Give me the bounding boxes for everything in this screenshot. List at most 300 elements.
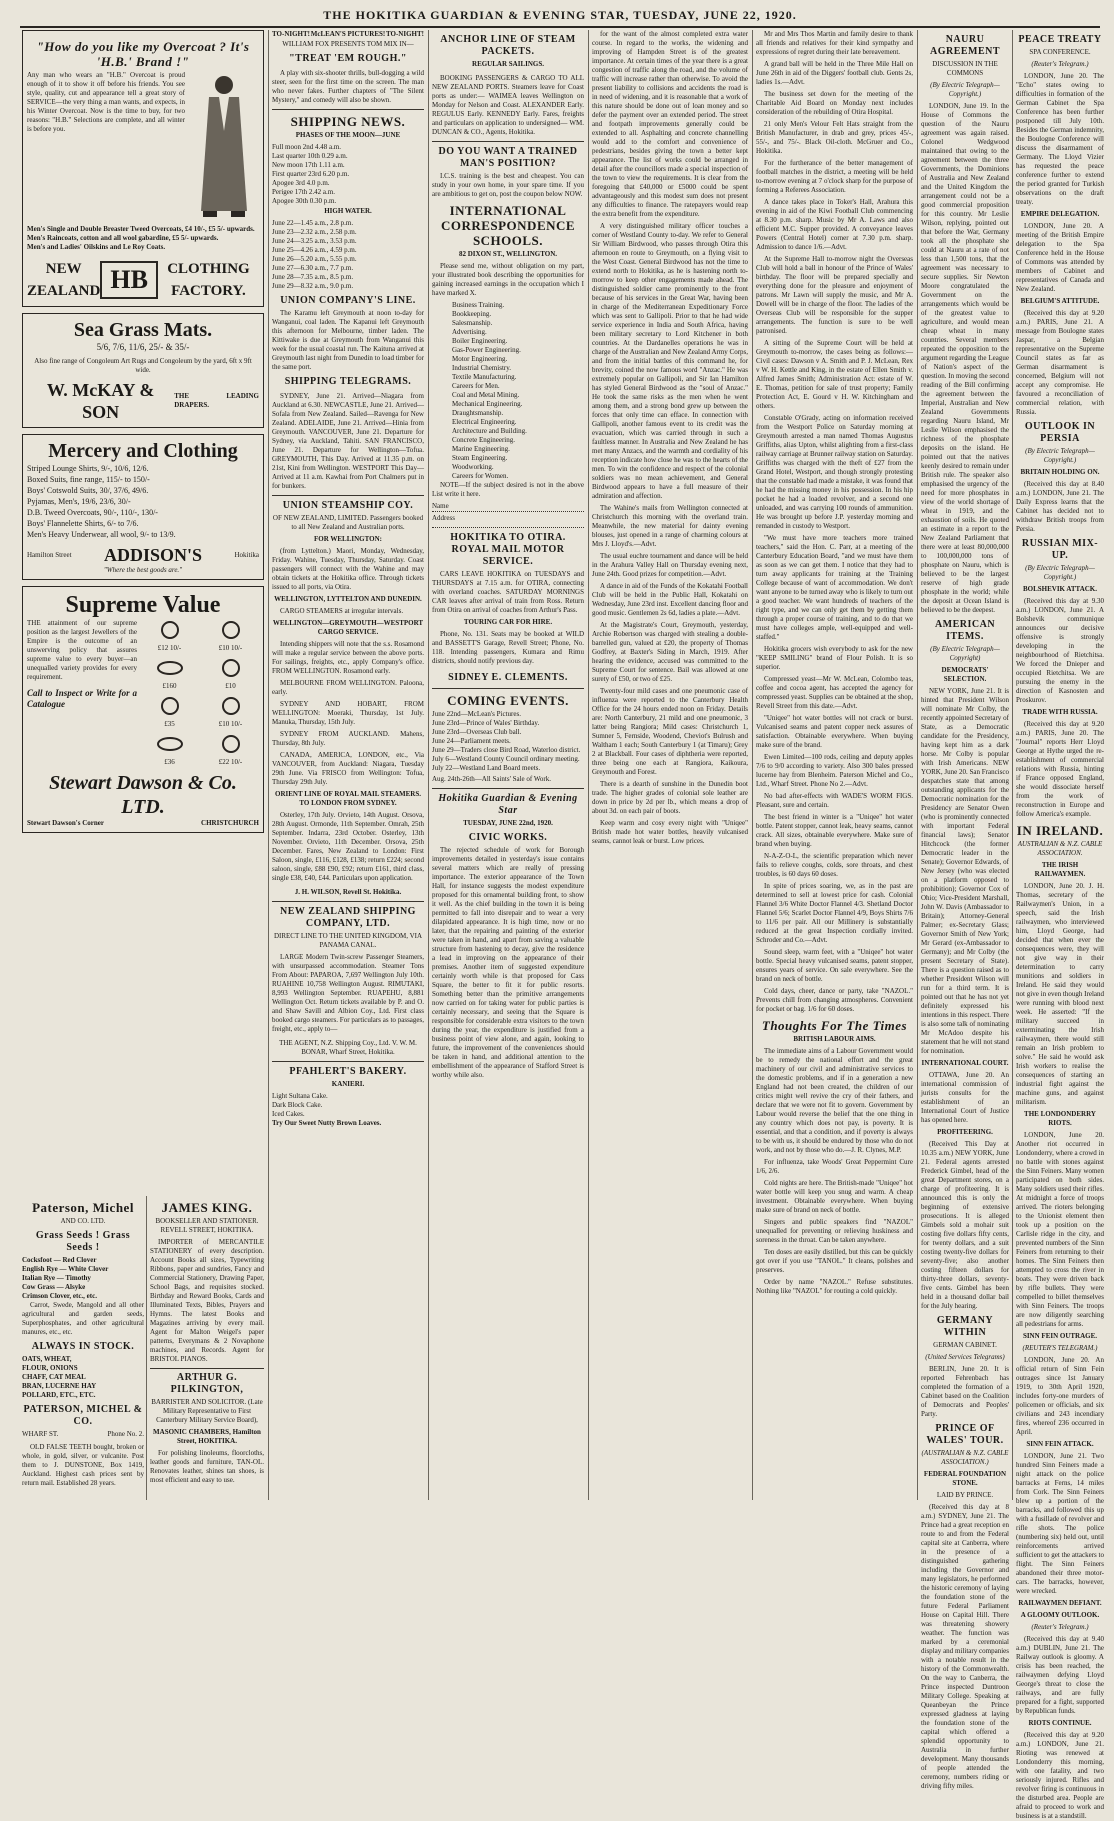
- thoughts-text: The immediate aims of a Labour Government would be to remedy the national effort and the great machinery of our civil and administrative services to the domestic problems, and if in a generation a new England had not been created, the children of our critics might well revive the cry of their fathers, and declare that we were not fit to govern. Government by Labour would reverse the belief that the one thing in any country which does not pay, is poverty. It is essential, and that a condition, and if poverty is always to be with us, it should be endured by those who do not work, and not by those who do.—J. R. Clynes, M.P.: [756, 1047, 913, 1154]
- polishing-ad: For polishing linoleums, floorcloths, leather goods and furniture, TAN-OL. Renovates leather, shines tan shoes, is most efficient and easy to use.: [150, 1449, 264, 1484]
- overcoat-line: Men's Single and Double Breaster Tweed Overcoats, £4 10/-, £5 5/- upwards.: [27, 225, 255, 233]
- trade-title: TRADE WITH RUSSIA.: [1022, 708, 1098, 716]
- list-item[interactable]: Electrical Engineering.: [452, 418, 517, 426]
- news-paragraph: In spite of prices soaring, we, as in the past are determined to sell at lowest price for cash. Colonial Flannel 3/6 White Doctor Flannel 4/3. Shetland Doctor Flannel 5/6; Scarlet Doctor Flannel 4/9, Boys Shirts 7/6 to 11/6 per pair. All our Millinery is substantially reduced at the great Inspection cordially invited. Schroder and Co.—Advt.: [756, 882, 913, 944]
- otira-text: CARS LEAVE HOKITIKA on TUESDAYS and THURSDAYS at 7.15 a.m. for OTIRA, connecting with overland coaches. SATURDAY MORNINGS CAR leaves after arrival of train from Ross. Return from Otira on arrival of coaches from Arthur's Pass.: [432, 570, 584, 614]
- orient-title: ORIENT LINE OF ROYAL MAIL STEAMERS. TO LONDON FROM SYDNEY.: [275, 790, 421, 807]
- addison-right: Hokitika: [234, 550, 259, 559]
- stewart-right: CHRISTCHURCH: [201, 819, 259, 827]
- paterson-ad: [22, 1196, 144, 1500]
- prince-tour-laid: LAID BY PRINCE.: [936, 1491, 994, 1499]
- news-paragraph: No bad after-effects with WADE'S WORM FIGS. Pleasant, sure and certain.: [756, 792, 913, 809]
- list-item: Light Sultana Cake.: [272, 1092, 328, 1100]
- wgw-title: WELLINGTON—GREYMOUTH—WESTPORT CARGO SERVICE.: [272, 619, 424, 636]
- shipping-column: [272, 30, 424, 1500]
- news-paragraph: For the furtherance of the better management of football matches in the district, a meeting will be held to-morrow evening at 7 o'clock sharp for the purpose of forming a Referees Association.: [756, 159, 913, 194]
- influenza-paragraph: Twenty-four mild cases and one pneumonic case of influenza were reported to the Canterbury Health Office for the 24 hours ended noon on Friday. Details are: North Canterbury, 21 mild and one pneumonic, 3 latter being Rangiora; Mild cases: Christchurch 1, Sumner 5, Fernside, Woodend, Cheviot's Bulrush and Waltham 1 each; South Canterbury 1 (at Timaru); Grey 2 at Blackball. Four cases of diphtheria were reported, three being one each at Rangiora, Kaikoura, Greymouth and Forest.: [592, 687, 748, 776]
- bolshevik-text: (Received this day at 9.30 a.m.) LONDON, June 21. A Bolshevik communique announces our decisive offensive is strongly developing in the neighbourhood of Rietchitsa. We forced the Dnieper and occupied Rietchitsa. We are pursuing the enemy in the direction of Kasnosten and Proskurov.: [1016, 597, 1104, 704]
- list-item: Perigee 17th 2.42 a.m.: [272, 188, 335, 196]
- list-item[interactable]: Draughtsmanship.: [452, 409, 504, 417]
- touring-text: Phone, No. 131. Seats may be booked at WILD and BASSETT'S Garage, Revell Street; Phone, No. 118. Intending passengers, Kumara and Rimu districts, should notify previous day.: [432, 630, 584, 665]
- hb-logo: HB: [100, 261, 158, 299]
- list-item: June 29—Traders close Bird Road, Waterloo district.: [432, 746, 581, 754]
- local-news-column: [756, 30, 913, 1500]
- overcoat-figure-illustration: [189, 71, 259, 221]
- shipping-news-title: SHIPPING NEWS.: [290, 114, 406, 129]
- list-item: Cow Grass — Alsyke: [22, 1283, 86, 1291]
- news-paragraph: Cold nights are here. The British-made "Uniqee" hot water bottle will keep you snug and warm. A cheap investment. Obtainable everywhere. When buying make sure of brand on neck of bottle.: [756, 1179, 913, 1214]
- foreign-news-column: [1016, 30, 1104, 1820]
- editorial-intro: for the want of the almost completed extra water course. In regard to the works, the widening and improving of Hampden Street is of the greatest importance. At certain times of the year there is a great congestion of traffic along the road, and the volume of traffic will increase rather than otherwise. To avoid the present liability to collisions and accidents the road is in need of widening, and it is reasonable that a work of this nature should be done out of loan money and so defer the payment over an extended period. The street and footpath improvements generally could be extended to all. Asphalting and concrete channelling would add to the comfort and convenience of pedestrians, besides giving the town a better kept appearance. The list of works could be arranged in detail after the councillors made a special inspection of the town to view the requirements. It is clear from the foregoing that £40,000 or £5000 could be spent advantageously and this modest sum does not present any difficulties to finance. The ratepayers would reap the extra benefit from the expenditure.: [592, 30, 748, 218]
- kaniere: KANIERI.: [331, 1080, 365, 1088]
- sydney-hobart-text: SYDNEY AND HOBART, FROM WELLINGTON: Moeraki, Thursday, 1st July. Manuka, Thursday, 15th July.: [272, 700, 424, 726]
- civic-title: CIVIC WORKS.: [468, 832, 548, 843]
- bakery-foot: Try Our Sweet Nutty Brown Loaves.: [272, 1119, 382, 1127]
- treat-title: "TREAT 'EM ROUGH.": [289, 53, 407, 64]
- treat-text: A play with six-shooter thrills, bull-dogging a wild steer, seen for the first time on the screen. The man who never fakes. Further chapters of "The Silent Mystery," and comedy will also be shown.: [272, 67, 424, 110]
- paterson-sub: AND CO. LTD.: [60, 1217, 106, 1225]
- ireland-src: AUSTRALIAN & N.Z. CABLE ASSOCIATION.: [1017, 840, 1103, 857]
- news-paragraph: The best friend in winter is a "Uniqee" hot water bottle. Patent stopper, cannot leak, heavy seams, cannot crack. All sizes, obtainable everywhere. Make sure of brand when buying.: [756, 813, 913, 848]
- list-item: Aug. 24th-26th—All Saints' Sale of Work.: [432, 773, 584, 789]
- james-king-sub: BOOKSELLER AND STATIONER. REVELL STREET, HOKITIKA.: [155, 1217, 259, 1234]
- supreme-call: Call to Inspect or Write for a Catalogue: [27, 688, 137, 709]
- trade-text: (Received this day at 9.20 a.m.) PARIS, June 20. The "Journal" reports Herr Lloyd George at Hythe urged the re-establishment of commercial relations with Russia, hinting if France opposed England, she would dissociate herself from the work of reconstruction in Europe and follow America's example.: [1016, 720, 1104, 818]
- wharf-street: WHARF ST.: [22, 1430, 59, 1438]
- canada-text: CANADA, AMERICA, LONDON, etc., Via VANCOUVER, from Auckland: Niagara, Tuesday 29th June. Via FRISCO from Wellington: Tofua, Thursday 29th July.: [272, 751, 424, 786]
- nauru-title: NAURU AGREEMENT: [929, 34, 1001, 57]
- democrats-title: DEMOCRATS' SELECTION.: [941, 666, 989, 683]
- military-paragraph: A very distinguished military officer touches a corner of Westland County to-day. We refer to General Sir William Birdwood, who passes through Otira this afternoon en route to Greymouth, on a flying visit to the West Coast. General Birdwood has not the time to extend north to Hokitika, as he is hastening north to-morrow to keep other engagements made ahead. The distinguished soldier came prominently to the front because of his services in the Great War, having been in charge of the Mediterranean Expeditionary Force which was sent to Gallipoli. Prior to that he had wide service experience in India and South Africa, having been military secretary to Lord Kitchener in both countries. At the Dardanelles operations he was in charge of the Australian and New Zealand Army Corps, and from the initial battles of this command he, for brevity, coined the now famous word "Anzac." He was extremely popular on Gallipoli, and Sir Ian Hamilton has styled General Birdwood as the "soul of Anzac." He took the same risks as the men when he went among them, and a strong bond grew up between the forces that only time can efface. In connection with Gallipoli, another famous event to its credit was the evacuation, which was carried through in such a faultless manner. In Australia and New Zealand he has met many Anzacs, and the warmth and cordiality of his reception indicate how close he was to the hearts of the men. To win the confidence and respect of the colonial soldiers was no mean achievement, and General Birdwood appears to have a full measure of their admiration and affection.: [592, 222, 748, 500]
- news-paragraph: Order by name "NAZOL." Refuse substitutes. Nothing like "NAZOL" for routing a cold quickly.: [756, 1278, 913, 1295]
- ring-icon: [155, 619, 185, 641]
- ring-icon: [216, 657, 246, 679]
- list-item: FLOUR, ONIONS: [22, 1364, 78, 1372]
- ics-note: NOTE—If the subject desired is not in the above List write it here.: [432, 481, 584, 498]
- ring-icon: [216, 695, 246, 717]
- addison-left: Hamilton Street: [27, 550, 72, 559]
- tonight-mid: McLEAN'S PICTURES!: [310, 30, 386, 38]
- news-paragraph: A grand ball will be held in the Three Mile Hall on June 26th in aid of the Diggers' football club. Gents 2s, ladies 1s.—Advt.: [756, 60, 913, 86]
- wahine-paragraph: The Wahine's mails from Wellington connected at Christchurch this morning with the overland train. Meanwhile, the new material for dainty evening blouses, just opened in a range of charming colours at Mrs J. Lloyd's.—Advt.: [592, 504, 748, 548]
- jewel-item: [202, 733, 259, 767]
- irish-rail-text: LONDON, June 20. J. H. Thomas, secretary of the Railwaymen's Union, in a speech, said the Irish railwaymen, who interviewed him, Lloyd George, had decided that when ever the consequences were, they will not give way in their determination to carry munitions and soldiers in Ireland. He said they would not give in even though Ireland were running with blood next week. He asserted: "If the military succeed in exterminating the Irish railwaymen, there would still remain an Irish problem to solve." He said he would ask Irish workers to realise the consequences of starting an industrial fight against the machine guns, and against militarism.: [1016, 882, 1104, 1106]
- list-item[interactable]: Marine Engineering.: [452, 445, 510, 453]
- sailings-text: (from Lyttelton.) Maori, Monday, Wednesday, Friday. Wahine, Tuesday, Thursday, Saturday. Coast passengers will connect with the Wahine and may obtain tickets at the Hokitika office. Through tickets issued to all ports, via Otira.: [272, 547, 424, 591]
- riots-text: (Received this day at 9.20 a.m.) LONDON, June 21. Rioting was renewed at Londonderry this morning, with one fatality, and two seriously injured. Rifles and revolver firing is continuous in the disturbed area. People are afraid to proceed to work and business is at a standstill.: [1016, 1731, 1104, 1820]
- list-item: Iced Cakes.: [272, 1110, 305, 1118]
- cable-news-column: [921, 30, 1009, 1790]
- masonic-chambers: MASONIC CHAMBERS, Hamilton Street, HOKITIKA.: [153, 1428, 261, 1445]
- thoughts-title: Thoughts For The Times: [761, 1018, 908, 1033]
- wld-text: CARGO STEAMERS at irregular intervals.: [280, 607, 404, 615]
- news-paragraph: A dance takes place in Toker's Hall, Arahura this evening in aid of the Kiwi Football Club commencing at 8.30 p.m. sharp. Music by Mr A. Laws and also efficient M.C. Supper provided. A conveyance leaves Powers (Central Hotel) corner at 7.30 p.m. sharp. Admission to dance 1/6.—Advt.: [756, 198, 913, 251]
- james-king-ad: [150, 1196, 264, 1500]
- trained-text: I.C.S. training is the best and cheapest. You can study in your own home, in your spare time. If you are ambitious to get on, post the coupon below NOW.: [432, 172, 584, 198]
- ics-text: Please send me, without obligation on my part, your illustrated book describing the opportunities for gaining increased earnings in the occupation which I have marked X.: [432, 262, 584, 297]
- ics-course-list: [432, 301, 584, 481]
- news-paragraph: A sitting of the Supreme Court will be held at Greymouth to-morrow, the cases being as follows:—Civil cases: Dawson v A. Smith and P. J. McLean, Rex v W. H. Kettle and King, in the estate of Ellen Smith v. Alfred James Smith; Administration Act: estate of W. E. Thomas, petition for sale of trust property; Family Protection Act, E. Gourd v H. W. Kitchingham and others.: [756, 339, 913, 410]
- list-item[interactable]: Concrete Engineering.: [452, 436, 515, 444]
- price-label: £10: [225, 682, 236, 690]
- list-item: June 24—Parliament meets.: [432, 737, 511, 745]
- peace-src: (Reuter's Telegram.): [1031, 60, 1089, 68]
- column-rule: [1012, 30, 1013, 1500]
- list-item[interactable]: Woodworking.: [452, 463, 494, 471]
- peace-text: LONDON, June 20. The "Echo" states owing to difficulties in formation of the German Cabinet the Spa Conference has been further postponed till July 10th. Besides the German indemnity, the Boulogne Conference will discuss the disarmament of Germany. The Lloyd Vizier has requested the peace conference further to extend the period granted for Turkish observations on the draft treaty.: [1016, 72, 1104, 206]
- news-paragraph: N-A-Z-O-L, the scientific preparation which never fails to relieve coughs, colds, sore throats, and chest troubles, is 60 days 60 doses.: [756, 852, 913, 878]
- list-item: June 23rd—Overseas Club ball.: [432, 728, 522, 736]
- riots-title: RIOTS CONTINUE.: [1028, 1719, 1092, 1727]
- james-king-name: JAMES KING.: [161, 1200, 253, 1215]
- american-src: (By Electric Telegraph—Copyright): [930, 645, 1000, 662]
- profiteering-text: (Received This Day at 10.35 a.m.) NEW YORK, June 21. Federal agents arrested Frederick Gimbel, head of the great Department stores, on a charge of profiteering. It is announced this is only the beginning of extensive prosecutions. It is alleged Gimbels sold a mohair suit costing five dollars fifty cents, for twenty dollars, and a suit costing twenty-five dollars for seventy-five; also another costing fifteen dollars for thirty-three dollars, seventy-five cents. Gimbel has been held in a thousand dollar bail for the July hearing.: [921, 1140, 1009, 1310]
- intl-court-text: OTTAWA, June 20. An international commission of jurists consults for the establishment of an International Court of Justice has opened here.: [921, 1071, 1009, 1124]
- nzs-sub: DIRECT LINE TO THE UNITED KINGDOM, VIA PANAMA CANAL.: [273, 932, 423, 949]
- nzs-text: LARGE Modern Twin-screw Passenger Steamers, with unsurpassed accommodation. Steamer Tons From About: PAPAROA, 7,697 Wellington July 10th. RUAHINE 10,758 Wellington August. RIMUTAKI, 8,993 Wellington September. RUAPEHU, 8,881 Wellington Oct. Return tickets available by P. and O. and Shaw Savill and Albion Coy., Ltd. First class booked cargo steamers. For particulars as to passages, freight, etc., apply to—: [272, 953, 424, 1033]
- brooch-icon: [155, 657, 185, 679]
- civic-text: The rejected schedule of work for Borough improvements detailed in yesterday's issue contains several matters which are really of pressing importance. The exterior appearance of the Town Hall, for instance suggests the modest expenditure proposed for this ornamental building front, to show it well. As the chief building in the town it is being permitted to fall into disrepair and to wear a very dilapidated appearance. It is high time, now or no later, that the repairing and painting of the exterior were taken in hand, and apart from saving a valuable structure from hastening to decay, give the residence a lead in improving on the appearance of their premises. Another item of suggested expenditure certainly worth while is that proposed for Cass Square, the better to fit it for public resorts. Something better than the primitive arrangements now carried on for taking water for public parties is certainly necessary, and seeing that the Square is responsible for considerable extra visitors to the town during the year, the expenditure is justified from a business point of view alone, and again, looking to future, the improvement of the conveniences should be taken in hand, and additional attention to the embellishment of the appearance of Stafford Street is worthy while also.: [432, 846, 584, 1079]
- price-label: £12 10/-: [157, 644, 182, 652]
- column-rule: [428, 30, 429, 1500]
- list-item: BRAN, LUCERNE HAY: [22, 1382, 97, 1390]
- irish-rail-title: THE IRISH RAILWAYMEN.: [1034, 861, 1086, 878]
- ics-address: 82 DIXON ST., WELLINGTON.: [458, 250, 558, 258]
- news-paragraph: Mr and Mrs Thos Martin and family desire to thank all friends and relatives for their kind sympathy and expressions of regret during their late bereavement.: [756, 30, 913, 56]
- mercery-title: Mercery and Clothing: [48, 440, 238, 462]
- hosiery-paragraph: Keep warm and cosy every night with "Uniqee" British made hot water bottles, heavily vulcanised seams, cannot leak or burst. Low prices.: [592, 819, 748, 845]
- price-label: £10 10/-: [218, 644, 243, 652]
- list-item: June 22—1.45 a.m., 2.8 p.m.: [272, 219, 354, 227]
- sinn-fein-title: SINN FEIN OUTRAGE.: [1022, 1332, 1098, 1340]
- melbourne-text: MELBOURNE FROM WELLINGTON. Paloona, early.: [272, 679, 424, 696]
- intl-court-title: INTERNATIONAL COURT.: [921, 1059, 1009, 1067]
- price-label: £10 10/-: [218, 720, 243, 728]
- overcoat-ad: [22, 30, 264, 307]
- attack-title: SINN FEIN ATTACK.: [1026, 1440, 1094, 1448]
- stewart-dawson-logo: Stewart Dawson & Co. LTD.: [49, 772, 237, 818]
- stewart-left: Stewart Dawson's Corner: [27, 819, 104, 827]
- germany-title: GERMANY WITHIN: [936, 1315, 994, 1338]
- grass-also: Carrot, Swede, Mangold and all other agricultural and garden seeds, Superphosphates, and other agricultural manures, etc., etc.: [22, 1301, 144, 1336]
- list-item: POLLARD, ETC., ETC.: [22, 1391, 96, 1399]
- seagrass-ad: [22, 313, 264, 428]
- prince-tour-text: (Received this day at 8 a.m.) SYDNEY, June 21. The Prince had a great reception en route to and from the Federal capital site at Canberra, where in the presence of a distinguished gathering including the Governor and many legislators, he performed the historic ceremony of laying the foundation stone of the future Federal Parliament House on Capital Hill. There was threatening showery weather. The function was marked by a ceremonial display and military companies with a notable result in the history of the Commonwealth. On the way to Canberra, the Prince inspected Duntroon Military College. Speaking at Queanbeyan the Prince expressed gladness at laying the foundation stone of the capital which offered a splendid opportunity to Australia in further development. Many thousands of people attended the ceremony, numbers riding or driving fifty miles.: [921, 1503, 1009, 1790]
- list-item: Pyjamas, Men's, 19/6, 23/6, 30/-: [27, 497, 131, 506]
- brooch-icon: [155, 733, 185, 755]
- sidney-clements: SIDNEY E. CLEMENTS.: [432, 670, 584, 689]
- column-rule: [268, 30, 269, 1500]
- fox-presents: WILLIAM FOX PRESENTS TOM MIX IN—: [282, 40, 414, 48]
- news-paragraph: Constable O'Grady, acting on information received from the Westport Police on Saturday morning at Greymouth arrested a man named Thomas Augustus Griffiths, alias Upton, whilst alighting from a first-class railway carriage at Brunner railway station on Saturday. Griffiths was charged with the theft of £27 from the Grand Hotel, Westport, and though strongly protesting that the constable had made a mistake, it was found that he had the missing money in his possession. In his hip pocket he had a loaded revolver, and a second one unloaded, and was carrying 100 rounds of ammunition. He was brought up before J.P. yesterday morning and remanded in custody to Westport.: [756, 414, 913, 530]
- seagrass-text: Also fine range of Congoleum Art Rugs and Congoleum by the yard, 6ft x 9ft wide.: [34, 357, 252, 374]
- list-item: Men's Heavy Underwear, all wool, 9/- to 13/9.: [27, 530, 176, 539]
- tonight-banner: [272, 30, 424, 39]
- peace-title: PEACE TREATY: [1018, 34, 1102, 45]
- editorial-column: [592, 30, 748, 1500]
- list-item: June 28—7.35 a.m., 8.5 p.m.: [272, 273, 354, 281]
- masthead: THE HOKITIKA GUARDIAN & EVENING STAR, TUESDAY, JUNE 22, 1920.: [20, 8, 1100, 28]
- list-item: Dark Block Cake.: [272, 1101, 323, 1109]
- londonderry-title: THE LONDONDERRY RIOTS.: [1024, 1110, 1096, 1127]
- list-item: June 22nd—McLean's Pictures.: [432, 710, 521, 718]
- coming-events-title: COMING EVENTS.: [447, 693, 569, 708]
- news-paragraph: Hokitika grocers wish everybody to ask for the new "KEEP SMILING" brand of Flour Polish. It is so superior.: [756, 645, 913, 671]
- list-item: Boxed Suits, fine range, 115/- to 150/-: [27, 475, 150, 484]
- mercery-ad: [22, 434, 264, 580]
- moon-title: PHASES OF THE MOON—JUNE: [295, 131, 401, 139]
- column-rule: [588, 30, 589, 1500]
- list-item: New moon 17th 1.11 a.m.: [272, 161, 345, 169]
- list-item[interactable]: Industrial Chemistry.: [452, 364, 512, 372]
- list-item: Cocksfoot — Red Clover: [22, 1256, 97, 1264]
- list-item[interactable]: Bookkeeping.: [452, 310, 492, 318]
- wgw-text: Intending shippers will note that the s.s. Rosamond will make a regular service between the above ports. For sailings, freights, etc., apply Company's office. FROM WELLINGTON. Rosamond early.: [272, 640, 424, 675]
- bolshevik-title: BOLSHEVIK ATTACK.: [1022, 585, 1098, 593]
- nzs-title: NEW ZEALAND SHIPPING COMPANY, LTD.: [280, 906, 416, 929]
- list-item: Boys' Cotswold Suits, 30/, 37/6, 49/6.: [27, 486, 149, 495]
- news-paragraph: Cold days, cheer, dance or party, take "NAZOL." Prevents chill from changing atmospheres. Convenient for pocket or bag. 1/6 for 60 doses.: [756, 987, 913, 1013]
- jewel-item: [141, 733, 198, 767]
- list-item: June 25—4.26 a.m., 4.59 p.m.: [272, 246, 357, 254]
- germany-text: BERLIN, June 20. It is reported Fehrenbach has completed the formation of a Cabinet based on the Coalition of Democrats and Peoples' Party.: [921, 1365, 1009, 1418]
- news-paragraph: 21 only Men's Velour Felt Hats straight from the British Manufacturer, in drab and grey, prices 45/-, 55/-, and 75/-. Black Oil-cloth. McGruer and Co., Hokitika.: [756, 120, 913, 155]
- news-paragraph: Ewen Limited—100 rods, ceiling and deputy apples 7/6 to 9/0 according to variety. Also 300 bales pressed lucerne hay from Blenheim. Paterson Michel and Co., Ltd., Wharf Street. Phone No 2.—Advt.: [756, 753, 913, 788]
- list-item: CHAFF, CAT MEAL: [22, 1373, 86, 1381]
- list-item[interactable]: Advertising.: [452, 328, 487, 336]
- ics-title: INTERNATIONAL CORRESPONDENCE SCHOOLS.: [440, 203, 576, 248]
- paterson-foot: PATERSON, MICHEL & CO.: [23, 1404, 143, 1427]
- list-item[interactable]: Gas-Power Engineering.: [452, 346, 521, 354]
- defiant-title: RAILWAYMEN DEFIANT.: [1018, 1599, 1102, 1607]
- prince-tour-title: PRINCE OF WALES' TOUR.: [926, 1423, 1004, 1446]
- american-title: AMERICAN ITEMS.: [934, 619, 996, 642]
- list-item[interactable]: Boiler Engineering.: [452, 337, 508, 345]
- news-paragraph: At the Supreme Hall to-morrow night the Overseas Club will hold a ball in honour of the Prince of Wales' birthday. The floor will be prepared specially and everything done for the pleasure and enjoyment of patrons. Mr Lawn will supply the music, and Mr A. Dowell will be in charge of the floor. The ladies of the Overseas Club will be responsible for the supper arrangements. The function is sure to be well patronised.: [756, 255, 913, 335]
- union-text: The Karamu left Greymouth at noon to-day for Wanganui, coal laden. The Kapanui left Greymouth this afternoon for Melbourne, timber laden. The Kittiwake is due at Greymouth from Wanganui this week for the usual coastal run. The Kaituna arrived at Greymouth last night from Dunedin to load timber for the same port.: [272, 309, 424, 371]
- nauru-text: LONDON, June 19. In the House of Commons the question of the Nauru agreement was again raised. Colonel Wedgwood maintained that owing to the agreement between the three Governments, the Dominions of Australia and New Zealand and the United Kingdom the arrangement could not be a good commercial proposition for this country. Mr Leslie Wilson, replying, pointed out that before the War, Germany took all the phosphate she could at Nauru at a rate of not less than 1,500 tons, that the agreement was necessary to secure supplies. Sir Newton Moore congratulated the Government on the arrangements which would be of the greatest value to agriculture, and would mean cheap wheat in many countries. Several members repeated the opposition to the argument regarding the League of Nation's aspect of the question. In moving the second reading of the Bill confirming the agreement between the Imperial, Australian and New Zealand Governments regarding Nauru Island, Mr Leslie Wilson emphasised the richness of the phosphate deposits on the island. He pointed out that the natives keenly desired to remain under British rule. The speaker also emphasised the urgency of the need for more phosphates in view of the world shortage of wheat in 1919, and the exhaustion of soils. He quoted an estimate in a report to the New Zealand Parliament that there were at least 80,000,000 to 100,000,000 tons of phosphate on Nauru, which is believed to be the largest reserve of high grade phosphate in the world; while the deposit at Ocean Island is believed to be the deepest.: [921, 102, 1009, 614]
- shoes-paragraph: There is a dearth of sunshine in the Dunedin boot trade. The higher grades of colonial sole leather are down in price by 2d per lb., which means a drop of about 3d. on each pair of boots.: [592, 780, 748, 815]
- ireland-title: IN IRELAND.: [1016, 823, 1104, 838]
- list-item: Last quarter 10th 0.29 a.m.: [272, 152, 348, 160]
- profiteering-title: PROFITEERING.: [937, 1128, 993, 1136]
- overcoat-text: Any man who wears an "H.B." Overcoat is proud enough of it to show it off before his friends. You see style, quality, cut and appearance tell a great story of SERVICE—the very thing a man wants, and expects, in his Winter Overcoat. Now is the time to buy, for two reasons: "H.B." Selections are complete, and all winter is before you.: [27, 71, 185, 133]
- union-steamship-title: UNION STEAMSHIP COY.: [282, 500, 414, 511]
- anchor-sub: REGULAR SAILINGS.: [472, 60, 544, 68]
- list-item: Apogee 30th 0.30 p.m.: [272, 197, 337, 205]
- tonight-right: TO-NIGHT!: [385, 30, 424, 38]
- jewel-item: [141, 619, 198, 653]
- list-item: June 29—8.32 a.m., 9.0 p.m.: [272, 282, 354, 290]
- list-item[interactable]: Business Training.: [452, 301, 505, 309]
- list-item: June 24—3.25 a.m., 3.53 p.m.: [272, 237, 357, 245]
- false-teeth-ad: OLD FALSE TEETH bought, broken or whole, in gold, silver, or vulcanite. Post them to J. DUNSTONE, Box 1419, Auckland. Highest cash prices sent by return mail. Established 28 years.: [22, 1443, 144, 1487]
- belgium-title: BELGIUM'S ATTITUDE.: [1020, 297, 1100, 305]
- sinn-fein-src: (REUTER'S TELEGRAM.): [1022, 1344, 1098, 1352]
- list-item: First quarter 23rd 6.20 p.m.: [272, 170, 350, 178]
- overcoat-line: Men's Raincoats, cotton and all wool gabardine, £5 5/- upwards.: [27, 234, 219, 242]
- nauru-src: (By Electric Telegraph—Copyright.): [930, 81, 1000, 98]
- list-item[interactable]: Motor Engineering.: [452, 355, 508, 363]
- factory-left-text: NEW ZEALAND: [27, 261, 101, 299]
- list-item: June 23—2.32 a.m., 2.58 p.m.: [272, 228, 357, 236]
- list-item: Full moon 2nd 4.48 a.m.: [272, 143, 342, 151]
- list-item: Crimson Clover, etc., etc.: [22, 1292, 97, 1300]
- nauru-sub: DISCUSSION IN THE COMMONS: [932, 60, 998, 77]
- overcoat-line: Men's and Ladies' Oilskins and Le Roy Coats.: [27, 243, 166, 251]
- persia-sub: BRITAIN HOLDING ON.: [1020, 468, 1100, 476]
- wld-title: WELLINGTON, LYTTELTON AND DUNEDIN.: [274, 595, 422, 603]
- list-item[interactable]: Careers for Men.: [452, 382, 500, 390]
- empire-text: LONDON, June 20. A meeting of the British Empire delegation to the Spa Conference held in the House of Commons was attended by members of Cabinet and representatives of Canada and New Zealand.: [1016, 222, 1104, 293]
- belgium-text: (Received this day at 9.20 a.m.) PARIS, June 21. A message from Boulogne states Jaspar, a Belgian representative on the Supreme Council states as far as German disarmament is concerned, Belgium will not accept any compromise. He favoured a reconciliation of commercial relation, with Russia.: [1016, 309, 1104, 416]
- shipping-telegrams-text: SYDNEY, June 21. Arrived—Niagara from Auckland at 6.30. NEWCASTLE, June 21. Arrived—Sofala from New Zealand. Sailed—Ravenga for New Zealand. ADELAIDE, June 21. Arrived—Hinia from Greymouth. VANCOUVER, June 21. Departure for Sydney, via Auckland, Tahiti. SAN FRANCISCO, June 21. Departure for Wellington—Tofua. GREYMOUTH, This Day. Arrived at 11.35 p.m. on 21st, Kini from Wellington. WESTPORT This Day—Arrived at 11 a.m. Kawhai from Port Chalmers put in for bunkers.: [272, 390, 424, 496]
- orient-list: Osterley, 17th July. Orvieto, 14th August. Orsova, 28th August. Ormonde, 11th September. Omrah, 25th September. Indarra, 23rd October. Osterley, 13th November. Orvieto, 11th December. Orsova, 25th December. Fares, New Zealand to London: First Saloon, single, £116, £128, £138; return £224; second saloon, single, £88 £90, £92; return £161, third class, single £38, £40, £44. Particulars upon application.: [272, 811, 424, 882]
- ring-icon: [155, 695, 185, 717]
- germany-src: (United Services Telegrams): [925, 1353, 1005, 1361]
- persia-title: OUTLOOK IN PERSIA: [1024, 421, 1096, 444]
- list-item: Apogee 3rd 4.0 p.m.: [272, 179, 330, 187]
- supreme-ad: [22, 586, 264, 833]
- list-item[interactable]: Careers for Women.: [452, 472, 509, 480]
- empire-title: EMPIRE DELEGATION.: [1020, 210, 1100, 218]
- union-title: UNION COMPANY'S LINE.: [280, 295, 416, 306]
- paterson-name: Paterson, Michel: [32, 1200, 134, 1215]
- sydney-auckland-text: SYDNEY FROM AUCKLAND. Mahens, Thursday, 8th July.: [272, 730, 424, 747]
- londonderry-text: LONDON, June 20. Another riot occurred in Londonderry, where a crowd in no battle with stones against the Sinn Feiners. Many women participated on both sides. Many soldiers used their rifles. At midnight a force of troops arrived. The rioters belonging to the Unionist element then took up a position on the Carlisle ridge in the city, and prevented numbers of the Sinn Feiners from returning to their homes. The Sinn Feiners then attempted to cross the river in boats. They were driven back by rifle bullets. They were compelled to billet themselves with Sinn Feiners. The troops are now diligently searching all pedestrians for arms.: [1016, 1131, 1104, 1328]
- gloomy-text: (Received this day at 9.40 a.m.) DUBLIN, June 21. The Railway outlook is gloomy. A crisis has been reached, the railwaymen defying Lloyd George's threat to close the railways, and are fully prepared for a fight, supported by Republican funds.: [1016, 1635, 1104, 1715]
- trained-title: DO YOU WANT A TRAINED MAN'S POSITION?: [438, 146, 578, 169]
- list-item: June 26—5.20 a.m., 5.55 p.m.: [272, 255, 357, 263]
- union-steamship-sub: OF NEW ZEALAND, LIMITED. Passengers booked to all New Zealand and Australian ports.: [272, 514, 424, 531]
- list-item: June 27—6.30 a.m., 7.7 p.m.: [272, 264, 354, 272]
- gloomy-title: A GLOOMY OUTLOOK.: [1020, 1611, 1100, 1619]
- jewel-item: [141, 695, 198, 729]
- instock-title: ALWAYS IN STOCK.: [31, 1341, 135, 1352]
- russian-title: RUSSIAN MIX-UP.: [1021, 538, 1099, 561]
- addison-name: ADDISON'S: [104, 545, 203, 565]
- touring-title: TOURING CAR FOR HIRE.: [463, 618, 553, 626]
- list-item: Boys' Flannelette Shirts, 6/- to 7/6.: [27, 519, 139, 528]
- james-king-text: IMPORTER of MERCANTILE STATIONERY of every description. Account Books all sizes, Typewriting Ribbons, paper and sundries, Fancy and Commercial Stationery, Drawing Paper, School Bags, and requisites stocked. Birthday and Reward Books, Cards and Illuminated Texts, Bibles, Prayers and Hymns. The latest Books and Magazines arriving by every mail. Agent for Malton Weigel's paper patterns, Everymans & 2 Novaphone machines, and Records. Agent for BRISTOL PIANOS.: [150, 1238, 264, 1363]
- russian-src: (By Electric Telegraph—Copyright.): [1025, 564, 1095, 581]
- high-water-title: HIGH WATER.: [324, 207, 372, 215]
- peace-sub: SPA CONFERENCE.: [1029, 48, 1091, 56]
- orient-sig: J. H. WILSON, Revell St. Hokitika.: [272, 886, 424, 902]
- persia-src: (By Electric Telegraph—Copyright.): [1025, 447, 1095, 464]
- democrats-text: NEW YORK, June 21. It is hinted that President Wilson will nominate Mr Colby, the recently appointed Secretary of State, as a Democratic candidate for the Presidency, having kept him as a dark horse. Mr Colby is popular with Irish Americans. NEW YORK, June 20. San Francisco despatches state that among outstanding applicants for the Democratic nomination for the Presidency are Senator Owen (who is prominently connected with important Federal financial laws); Senator Hitchcock (the former Democratic leader in the Senate); Governor Edwards, of New Jersey (who was elected on a platform opposed to prohibition); Governor Cox of Ohio; Vice-President Marshall, John W. Davis (Ambassador to Britain); Attorney-General Palmer; ex-Secretary Glass; Governor Smith of New York; Mr Gerard (ex-Ambassador to Germany); and Mr Colby (the present Secretary of State). There is a question raised as to whether President Wilson will run for a third term. It is pointed out that he has not yet definitely expressed his intentions in this respect. There is also some talk of nominating Mr McAdoo despite his statement that he will not stand for nomination.: [921, 687, 1009, 1055]
- address-field[interactable]: Address: [432, 512, 584, 528]
- seagrass-title: Sea Grass Mats.: [73, 319, 213, 341]
- mckay-sub: THE LEADING DRAPERS.: [174, 392, 259, 409]
- overcoat-title: "How do you like my Overcoat ? It's 'H.B.' Brand !": [36, 39, 250, 69]
- jewel-item: [202, 695, 259, 729]
- news-paragraph: "We must have more teachers more trained teachers," said the Hon. C. Parr, at a meeting of the Canterbury Education Board, "and we must have them as soon as we can get them. I notice that they had to turn away applicants for training at the Training College because of want of accommodation. We don't want anyone to be turned away who is likely to turn out a good teacher. We want hundreds of teachers of the right type, and we can only get them by getting them through a proper course of training, and to do that we must have colleges ample, well-equipped and well-staffed.": [756, 534, 913, 641]
- prince-tour-sub: FEDERAL FOUNDATION STONE.: [923, 1470, 1007, 1487]
- list-item: English Rye — White Clover: [22, 1265, 109, 1273]
- anchor-text: BOOKING PASSENGERS & CARGO TO ALL NEW ZEALAND PORTS. Steamers leave for Coast ports as under:— WAIMEA leaves Wellington on Monday for Nelson and Coast. ALEXANDER Early. REGULUS Early. KENNEDY Early. Fares, freights and particulars on application to undersigned— WM. DUNCAN & CO., Agents, Hokitika.: [432, 72, 584, 142]
- factory-right-text: CLOTHING FACTORY.: [167, 261, 250, 299]
- prince-tour-src: (AUSTRALIAN & N.Z. CABLE ASSOCIATION.): [921, 1449, 1009, 1466]
- news-paragraph: Ten doses are easily distilled, but this can be quickly got over if you use "TANOL." It cleans, polishes and preserves.: [756, 1248, 913, 1274]
- news-paragraph: For influenza, take Woods' Great Peppermint Cure 1/6, 2/6.: [756, 1158, 913, 1175]
- jewel-item: [141, 657, 198, 691]
- anchor-title: ANCHOR LINE OF STEAM PACKETS.: [440, 34, 576, 57]
- column-rule: [752, 30, 753, 1500]
- addison-tag: "Where the best goods are.": [103, 566, 183, 574]
- news-paragraph: Sound sleep, warm feet, with a "Uniqee" hot water bottle. Special heavy vulcanised seams, patent stopper, ensures years of service. On sale everywhere. See the brand on neck of bottle.: [756, 948, 913, 983]
- ring-icon: [216, 619, 246, 641]
- list-item[interactable]: Salesmanship.: [452, 319, 493, 327]
- tournament-paragraph: The usual euchre tournament and dance will be held in the Arahura Valley Hall on Thursday evening next, June 24th. Good prizes for competition.—Advt.: [592, 552, 748, 578]
- seagrass-prices: 5/6, 7/6, 11/6, 25/- & 35/-: [96, 342, 190, 352]
- ad-column-left: [22, 30, 264, 1190]
- list-item: July 6—Westland County Council ordinary meeting.: [432, 755, 580, 763]
- court-paragraph: At the Magistrate's Court, Greymouth, yesterday, Archie Robertson was charged with stealing a double-barrelled gun, valued at £20, the property of Thomas Godfrey, at Baxter's Siding in March, 1919. After hearing the evidence, accused was committed to the Supreme Court for sentence. Bail was allowed at one surety of £50, or two of £25.: [592, 621, 748, 683]
- dance-paragraph: A dance in aid of the Funds of the Kokatahi Football Club will be held in the Public Hall, Kokatahi on Wednesday, June 23rd inst. Excellent dancing floor and good music. Gentlemen 2s 6d, ladies a plate.—Advt.: [592, 582, 748, 617]
- supreme-text: THE attainment of our supreme position as the largest Jewellers of the Empire is the outcome of an unswerving policy that assures supreme value to every buyer—an unequalled variety provides for every requirement.: [27, 619, 137, 681]
- news-paragraph: Compressed yeast—Mr W. McLean, Colombo teas, coffee and cocoa agent, has accepted the agency for compressed yeast. Supplies can be obtained at the shop, Revell Street from this date.—Advt.: [756, 675, 913, 710]
- germany-sub: GERMAN CABINET.: [933, 1341, 997, 1349]
- jewel-item: [202, 657, 259, 691]
- news-paragraph: Singers and public speakers find "NAZOL" unequalled for preventing or relieving huskiness and soreness in the throat. Can be taken anywhere.: [756, 1218, 913, 1244]
- news-paragraph: The business set down for the meeting of the Charitable Aid Board on Monday next includes consideration of the rebuilding of Otira Hospital.: [756, 90, 913, 116]
- column-rule: [917, 30, 918, 1500]
- list-item[interactable]: Coal and Metal Mining.: [452, 391, 520, 399]
- list-item: July 22—Westland Land Board meets.: [432, 764, 541, 772]
- nzs-sig: THE AGENT, N.Z. Shipping Coy., Ltd. V. W. M. BONAR, Wharf Street, Hokitika.: [272, 1037, 424, 1062]
- gloomy-src: (Reuter's Telegram.): [1031, 1623, 1089, 1631]
- ics-column: [432, 30, 584, 1500]
- name-field[interactable]: Name: [432, 502, 584, 512]
- list-item[interactable]: Steam Engineering.: [452, 454, 508, 462]
- price-label: £22 10/-: [218, 758, 243, 766]
- pfahlert-title: PFAHLERT'S BAKERY.: [289, 1066, 407, 1077]
- persia-text: (Received this day at 8.40 a.m.) LONDON, June 21. The Daily Express learns that the Cabinet has decided not to withdraw British troops from Persia.: [1016, 480, 1104, 533]
- pilkington-sub: BARRISTER AND SOLICITOR. (Late Military Representative to First Canterbury Military Service Board),: [151, 1398, 263, 1424]
- jewel-item: [202, 619, 259, 653]
- grass-title: Grass Seeds ! Grass Seeds !: [35, 1230, 131, 1253]
- price-label: £160: [162, 682, 177, 690]
- ring-icon: [216, 733, 246, 755]
- thoughts-sub: BRITISH LABOUR AIMS.: [793, 1035, 876, 1043]
- price-label: £35: [164, 720, 175, 728]
- paper-name: Hokitika Guardian & Evening Star: [438, 793, 578, 816]
- issue-date: TUESDAY, JUNE 22nd, 1920.: [463, 819, 553, 827]
- list-item: Striped Lounge Shirts, 9/-, 10/6, 12/6.: [27, 464, 149, 473]
- otira-title: HOKITIKA TO OTIRA. ROYAL MAIL MOTOR SERVICE.: [450, 532, 566, 567]
- list-item[interactable]: Textile Manufacturing.: [452, 373, 517, 381]
- list-item[interactable]: Mechanical Engineering.: [452, 400, 523, 408]
- phone-number: Phone No. 2.: [107, 1430, 144, 1438]
- list-item: Italian Rye — Timothy: [22, 1274, 91, 1282]
- price-label: £36: [164, 758, 175, 766]
- column-rule: [146, 1196, 147, 1500]
- list-item: D.B. Tweed Overcoats, 90/-, 110/-, 130/-: [27, 508, 158, 517]
- mckay-name: W. McKAY & SON: [46, 380, 155, 422]
- attack-text: LONDON, June 21. Two hundred Sinn Feiners made a night attack on the police barracks at Ferns, 14 miles from Cork. The Sinn Feiners blew up a portion of the barracks, and followed this up with a fusillade of revolver and rifle shots. The police (numbering six) held out, until reinforcements arrived sufficient to get the attackers to flight. The Sinn Feiners abandoned their three motor-cars. The barracks, however, were wrecked.: [1016, 1452, 1104, 1595]
- supreme-title: Supreme Value: [65, 592, 221, 618]
- tonight-left: TO-NIGHT!: [272, 30, 310, 38]
- list-item: OATS, WHEAT,: [22, 1355, 72, 1363]
- sinn-fein-text: LONDON, June 20. An official return of Sinn Fein outrages since 1st January 1919, to 30th April 1920, includes forty-one murders of policemen or officials, and six civilians and 243 incendiary fires, whereof 236 occurred in April.: [1016, 1356, 1104, 1436]
- shipping-telegrams-title: SHIPPING TELEGRAMS.: [284, 376, 412, 387]
- news-paragraph: "Uniqee" hot water bottles will not crack or burst. Vulcanised seams and patent copper neck assures of satisfaction. Obtainable everywhere. When buying make sure of the brand.: [756, 714, 913, 749]
- list-item: June 23rd—Prince of Wales' Birthday.: [432, 719, 540, 727]
- list-item[interactable]: Architecture and Building.: [452, 427, 527, 435]
- pilkington-name: ARTHUR G. PILKINGTON,: [150, 1368, 264, 1396]
- for-wellington: FOR WELLINGTON:: [313, 535, 382, 543]
